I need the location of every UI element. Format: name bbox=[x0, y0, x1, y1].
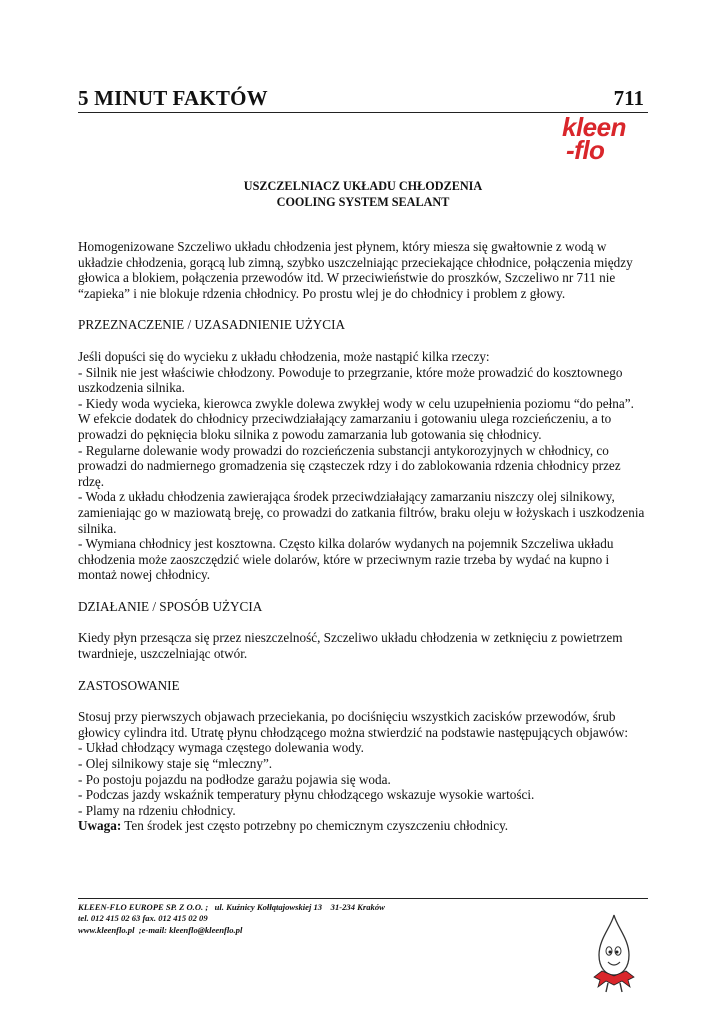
footer-phone: tel. 012 415 02 63 fax. 012 415 02 09 bbox=[78, 913, 208, 924]
application-list-item: - Podczas jazdy wskaźnik temperatury płynu chłodzącego wskazuje wysokie wartości. bbox=[78, 787, 535, 803]
droplet-mascot-icon bbox=[590, 913, 636, 993]
page-header-title: 5 MINUT FAKTÓW bbox=[78, 86, 268, 110]
purpose-list-item: - Wymiana chłodnicy jest kosztowna. Często kilka dolarów wydanych na pojemnik Szczeliwa układu chłodzenia może zaoszczędzić wiele dolarów, które w przeciwnym razie trzeba by wydać na kupno i montaż nowej chłodnicy. bbox=[78, 536, 614, 583]
application-list-item: - Układ chłodzący wymaga częstego dolewania wody. bbox=[78, 740, 364, 756]
purpose-lead: Jeśli dopuści się do wycieku z układu chłodzenia, może nastąpić kilka rzeczy: bbox=[78, 348, 490, 364]
intro-paragraph: Homogenizowane Szczeliwo układu chłodzenia jest płynem, który miesza się gwałtownie z wodą w układzie chłodzenia, gorącą lub zimną, szybko uszczelniając przeciekające chłodnice, połączenia między głowica a blokiem, połączenia przewodów itd. W przeciwieństwie do proszków, Szczeliwo nr 711 nie “zapieka” i nie blokuje rdzenia chłodnicy. Po prostu wlej je do chłodnicy i problem z głowy. bbox=[78, 239, 633, 301]
logo-line-2: -flo bbox=[566, 135, 605, 165]
document-body bbox=[78, 239, 648, 834]
note-label: Uwaga: bbox=[78, 818, 122, 834]
footer-rule bbox=[78, 898, 648, 899]
application-list-item: - Po postoju pojazdu na podłodze garażu pojawia się woda. bbox=[78, 771, 391, 787]
application-list-item: - Olej silnikowy staje się “mleczny”. bbox=[78, 756, 273, 772]
note-text: Ten środek jest często potrzebny po chemicznym czyszczeniu chłodnicy. bbox=[121, 818, 509, 834]
footer-address: KLEEN-FLO EUROPE SP. Z O.O. ; ul. Kuźnicy Kołłątajowskiej 13 31-234 Kraków bbox=[78, 902, 385, 912]
application-note bbox=[78, 818, 648, 834]
purpose-list-item: - Kiedy woda wycieka, kierowca zwykle dolewa zwykłej wody w celu uzupełnienia poziomu “do pełna”. W efekcie dodatek do chłodnicy przeciwdziałający zamarzaniu i gotowaniu ulega rozcieńczeniu, a to prowadzi do pęknięcia bloku silnika z powodu zamarzania lub gotowania się chłodnicy. bbox=[78, 395, 634, 442]
document-title-polish: USZCZELNIACZ UKŁADU CHŁODZENIA bbox=[243, 179, 483, 193]
section-heading-purpose: PRZEZNACZENIE / UZASADNIENIE UŻYCIA bbox=[78, 317, 346, 333]
purpose-list-item: - Silnik nie jest właściwie chłodzony. Powoduje to przegrzanie, które może prowadzić do kosztownego uszkodzenia silnika. bbox=[78, 364, 623, 396]
product-number: 711 bbox=[613, 86, 644, 110]
application-lead: Stosuj przy pierwszych objawach przeciekania, po dociśnięciu wszystkich zacisków przewodów, śrub głowicy cylindra itd. Utratę płynu chłodzącego można stwierdzić na podstawie następujących objawów: bbox=[78, 709, 629, 740]
purpose-list-item: - Regularne dolewanie wody prowadzi do rozcieńczenia substancji antykorozyjnych w chłodnicy, co prowadzi do nadmiernego gromadzenia się cząsteczek rdzy i do zablokowania rdzenia chłodnicy przez rdzę. bbox=[78, 442, 621, 489]
footer-web-email: www.kleenflo.pl ;e-mail: kleenflo@kleenflo.pl bbox=[78, 924, 243, 935]
section-heading-application: ZASTOSOWANIE bbox=[78, 677, 180, 693]
document-title bbox=[78, 178, 648, 210]
kleen-flo-logo bbox=[562, 112, 652, 170]
application-list-item: - Plamy na rdzeniu chłodnicy. bbox=[78, 802, 236, 818]
action-paragraph: Kiedy płyn przesącza się przez nieszczelność, Szczeliwo układu chłodzenia w zetknięciu z powietrzem twardnieje, uszczelniając otwór. bbox=[78, 630, 623, 662]
company-footer bbox=[78, 902, 385, 936]
purpose-list-item: - Woda z układu chłodzenia zawierająca środek przeciwdziałający zamarzaniu niszczy olej silnikowy, zamieniając go w maziowatą breję, co prowadzi do zatkania filtrów, braku oleju w łożyskach i uszkodzenia silnika. bbox=[78, 489, 645, 536]
logo-line-1: kleen bbox=[562, 112, 626, 142]
section-heading-action: DZIAŁANIE / SPOSÓB UŻYCIA bbox=[78, 598, 263, 614]
document-title-english: COOLING SYSTEM SEALANT bbox=[276, 195, 450, 209]
